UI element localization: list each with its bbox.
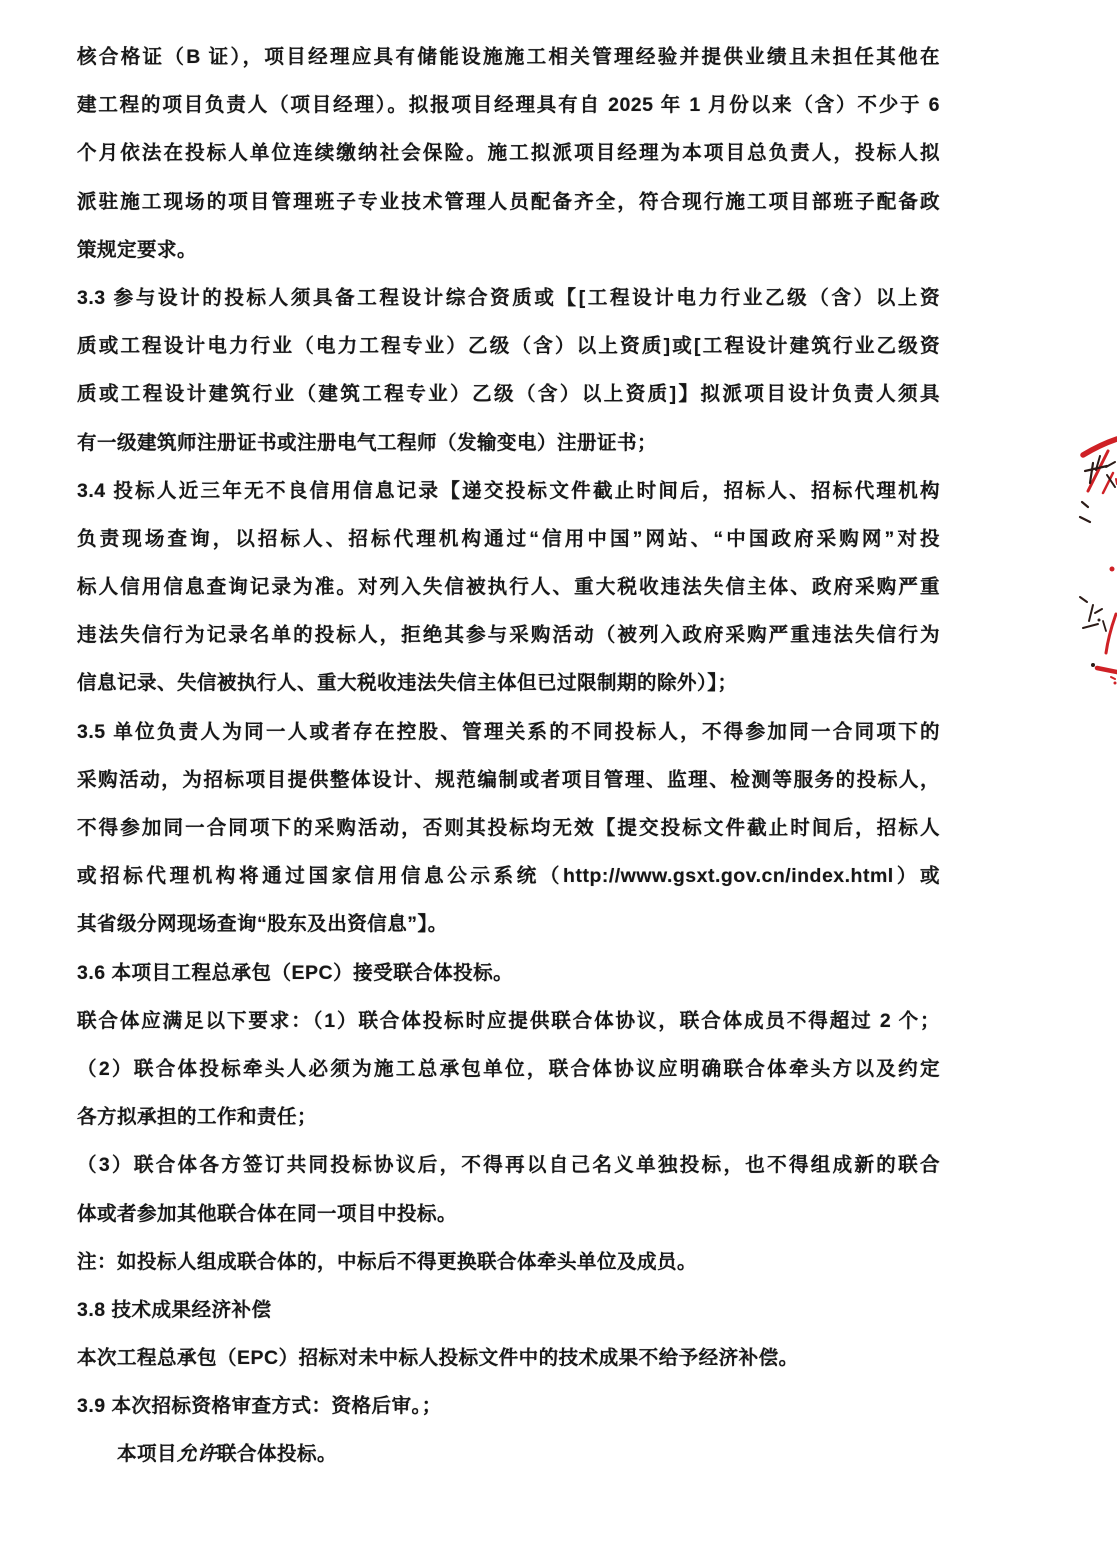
doc-line: 各方拟承担的工作和责任； xyxy=(77,1106,318,1129)
doc-line: 有一级建筑师注册证书或注册电气工程师（发输变电）注册证书； xyxy=(77,431,658,454)
doc-line: （3）联合体各方签订共同投标协议后，不得再以自己名义单独投标，也不得组成新的联合 xyxy=(77,1154,940,1177)
doc-line: 不得参加同一合同项下的采购活动，否则其投标均无效【提交投标文件截止时间后，招标人 xyxy=(77,817,940,839)
document-text-block xyxy=(77,33,940,1479)
doc-line-clause-3-9: 3.9 本次招标资格审查方式：资格后审。； xyxy=(77,1395,442,1418)
doc-line: 或招标代理机构将通过国家信用信息公示系统（http://www.gsxt.gov.cn/index.html）或 xyxy=(77,865,940,888)
doc-line: 核合格证（B 证），项目经理应具有储能设施施工相关管理经验并提供业绩且未担任其他在 xyxy=(77,46,940,68)
doc-line-clause-3-8: 3.8 技术成果经济补偿 xyxy=(77,1298,272,1321)
doc-line-note: 注：如投标人组成联合体的，中标后不得更换联合体牵头单位及成员。 xyxy=(77,1250,698,1273)
doc-line: 其省级分网现场查询“股东及出资信息”】。 xyxy=(77,913,448,936)
red-pen-strokes xyxy=(1083,439,1117,679)
doc-line: （2）联合体投标牵头人必须为施工总承包单位，联合体协议应明确联合体牵头方以及约定 xyxy=(77,1057,940,1080)
final-line-italic: 允许 xyxy=(177,1443,218,1466)
doc-line-clause-3-5: 3.5 单位负责人为同一人或者存在控股、管理关系的不同投标人，不得参加同一合同项下的 xyxy=(77,720,940,743)
final-line-post: 联合体投标。 xyxy=(217,1443,338,1466)
doc-line: 策规定要求。 xyxy=(77,238,198,261)
final-line-pre: 本项目 xyxy=(117,1443,178,1466)
doc-line: 信息记录、失信被执行人、重大税收违法失信主体但已过限制期的除外）】； xyxy=(77,672,738,695)
doc-line: 违法失信行为记录名单的投标人，拒绝其参与采购活动（被列入政府采购严重违法失信行为 xyxy=(77,624,940,647)
doc-line: 采购活动，为招标项目提供整体设计、规范编制或者项目管理、监理、检测等服务的投标人， xyxy=(77,768,940,791)
doc-line-clause-3-6: 3.6 本项目工程总承包（EPC）接受联合体投标。 xyxy=(77,961,514,984)
doc-line: 派驻施工现场的项目管理班子专业技术管理人员配备齐全，符合现行施工项目部班子配备政 xyxy=(77,190,940,213)
doc-line: 建工程的项目负责人（项目经理）。拟报项目经理具有自 2025 年 1 月份以来（含）不少于 6 xyxy=(77,94,940,117)
doc-line: 个月依法在投标人单位连续缴纳社会保险。施工拟派项目经理为本项目总负责人，投标人拟 xyxy=(77,142,940,165)
doc-line: 联合体应满足以下要求：（1）联合体投标时应提供联合体协议，联合体成员不得超过 2 个； xyxy=(77,1009,940,1032)
doc-line: 质或工程设计建筑行业（建筑工程专业）乙级（含）以上资质]】拟派项目设计负责人须具 xyxy=(77,383,940,406)
doc-line: 体或者参加其他联合体在同一项目中投标。 xyxy=(77,1202,458,1225)
doc-line: 负责现场查询，以招标人、招标代理机构通过“信用中国”网站、“中国政府采购网”对投 xyxy=(77,527,940,550)
doc-line: 质或工程设计电力行业（电力工程专业）乙级（含）以上资质]或[工程设计建筑行业乙级资 xyxy=(77,335,940,358)
doc-line-final xyxy=(77,1430,940,1478)
handwritten-annotation-marks xyxy=(1075,425,1117,690)
doc-line: 标人信用信息查询记录为准。对列入失信被执行人、重大税收违法失信主体、政府采购严重 xyxy=(77,576,940,599)
dark-ink-dot xyxy=(1091,663,1095,667)
red-ink-dot xyxy=(1110,567,1115,572)
doc-line: 本次工程总承包（EPC）招标对未中标人投标文件中的技术成果不给予经济补偿。 xyxy=(77,1347,799,1370)
dark-ink-dot xyxy=(1098,619,1101,622)
red-ink-speck xyxy=(1114,682,1117,685)
doc-line-clause-3-3: 3.3 参与设计的投标人须具备工程设计综合资质或【[工程设计电力行业乙级（含）以上资 xyxy=(77,286,940,309)
doc-line-clause-3-4: 3.4 投标人近三年无不良信用信息记录【递交投标文件截止时间后，招标人、招标代理机构 xyxy=(77,479,940,502)
